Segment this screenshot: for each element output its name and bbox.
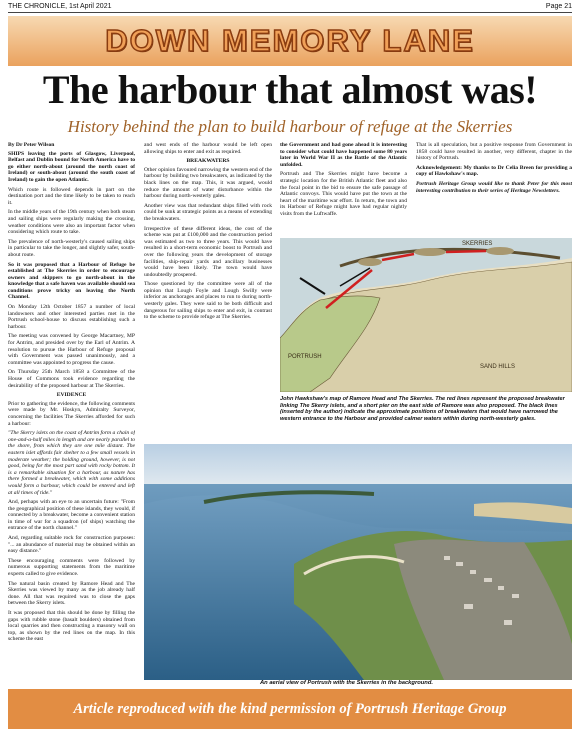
subheadline: History behind the plan to build harbour of refuge at the Skerries [67,117,513,136]
paragraph: Other opinion favoured narrowing the western end of the harbour by building two breakwaters, as indicated by the black lines on the map. This, it was argued, would reduce the amount of water disturbance within the harbour during north-westerly gales. [144,166,272,200]
paragraph: Irrespective of these different ideas, the cost of the scheme was put at £100,000 and the construction period was estimated as two to three years. This would have resulted in a short-term economic boost to Portrush and over the following years the development of storage facilities, ship-repair yards and ancillary businesses would have been likely. The town would have undoubtedly prospered. [144,225,272,278]
map-caption: John Hawkshaw's map of Ramore Head and The Skerries. The red lines represent the proposed breakwater linking The Skerry islets, and a short pier on the east side of Ramore was also proposed. The black lines (inserted by the author) indicate the approximate positions of breakwaters that would have narrowed the western entrance to the Harbour and provided calmer waters within during north-westerly gales. [280,396,565,422]
paragraph: That is all speculation, but a positive response from Government in 1858 could have resulted in another, very different, chapter in the history of Portrush. [416,142,572,162]
paragraph: Another view was that redundant ships filled with rock could be sunk at strategic points as a means of extending the breakwaters. [144,202,272,222]
paragraph: The prevalence of north-westerly's caused sailing ships in particular to take the longer, and slightly safer, south-about route. [8,238,135,258]
paragraph: Those questioned by the committee were all of the opinion that Lough Foyle and Lough Swilly were inferior as anchorages and places to run to during north-westerly gales. They were said to be both difficult and dangerous for sailing ships to enter and exit, in contrast to the scheme to provide refuge at The Skerries. [144,281,272,321]
paragraph: And, perhaps with an eye to an uncertain future: "From the geographical position of these islands, they would, if connected by a breakwater, become a convenient station in time of war for a squadron (of ships) watching the entrance of the north channel." [8,499,135,532]
page-header [8,3,572,12]
paragraph: On Thursday 25th March 1858 a Committee of the House of Commons took evidence regarding the desirability of the proposed harbour at The Skerries. [8,369,135,389]
section-banner [8,16,572,66]
photo-caption: An aerial view of Portrush with the Skerries in the background. [260,680,433,686]
paragraph: So it was proposed that a Harbour of Refuge be established at The Skerries in order to encourage owners and skippers to go north-about in the knowledge that a safe haven was available should sea conditions prove tricky on leaving the North Channel. [8,261,135,301]
paragraph: Portrush Heritage Group would like to thank Peter for this most interesting contribution to their series of Heritage Newsletters. [416,180,572,194]
paragraph: And, regarding suitable rock for construction purposes: "... an abundance of material may be obtained within an easy distance." [8,535,135,555]
section-heading: BREAKWATERS [186,158,230,165]
paragraph: It was proposed that this should be done by filling the gaps with rubble stone (basalt boulders) obtained from local quarries and then constructing a masonry wall on top, as shown by the red lines on the map. In this scheme the east [8,610,135,643]
headline: The harbour that almost was! [42,67,538,112]
paragraph: Which route is followed depends in part on the destination port and the time likely to be taken to reach it. [8,186,135,206]
paragraph: Acknowledgement: My thanks to Dr Celia Breen for providing a copy of Hawkshaw's map. [416,164,572,178]
paragraph: The meeting was convened by George Macartney, MP for Antrim, and presided over by the Earl of Antrim. A resolution to pursue the Harbour of Refuge proposal with Government was passed unanimously, and a committee was appointed to progress the cause. [8,333,135,366]
footer-credit: Article reproduced with the kind permission of Portrush Heritage Group [8,689,572,729]
section-heading: EVIDENCE [56,392,87,399]
map-label-skerries: SKERRIES [462,241,493,247]
paragraph: and west ends of the harbour would be left open allowing ships to enter and exit as required. [144,142,272,155]
historic-map [280,238,572,392]
banner-title: DOWN MEMORY LANE [105,23,475,58]
aerial-photo-drawing [144,444,572,680]
article-column-1 [8,142,135,680]
paragraph: The natural basin created by Ramore Head and The Skerries was viewed by many as the job already half done. All that was required was to close the gaps between the Skerry islets. [8,580,135,607]
quote-paragraph: "The Skerry islets on the coast of Antrim form a chain of one-and-a-half miles in length and are nearly parallel to the shore, from which they are one mile distant. The eastern islet affords fair shelter to a few small vessels in moderate weather; the holding ground, however, is not good, being for the most part sand with rocky bottom. It is a remarkable situation for a harbour, as nature has there formed a breakwater, which with some additions would form a harbour, which could be entered and left at all times of tide." [8,430,135,496]
paragraph: Portrush and The Skerries might have become a strategic location for the British Atlantic fleet and also the focal point in the bid to ensure the safe passage of Atlantic convoys. This would have put the town at the heart of the maritime war effort. In return, the town and its Harbour of Refuge might have had regular nightly visits from the Luftwaffe. [280,171,407,217]
aerial-photo [144,444,572,680]
paragraph: Prior to gathering the evidence, the following comments were made by Mr. Hoskyn, Admiralty Surveyor, concerning the facilities The Skerries afforded for such a harbour: [8,400,135,427]
publication-date: THE CHRONICLE, 1st April 2021 [8,3,112,10]
byline: By Dr Peter Wilson [8,142,55,148]
paragraph: These encouraging comments were followed by numerous supporting statements from the maritime experts called to give evidence. [8,557,135,578]
paragraph: On Monday 12th October 1857 a number of local landowners and other interested parties met in the Portrush school-house to discuss establishing such a harbour. [8,304,135,330]
lead-paragraph: SHIPS leaving the ports of Glasgow, Liverpool, Belfast and Dublin bound for North America have to go either north-about (around the north coast of Ireland) or south-about (around the south coast of Ireland) to gain the open Atlantic. [8,150,135,183]
paragraph: In the middle years of the 19th century when both steam and sailing ships were regularly making the crossing, weather conditions were also an important factor when considering which route to take. [8,209,135,236]
paragraph: the Government and had gone ahead it is interesting to consider what could have happened some 80 years later in World War II as the Battle of the Atlantic unfolded. [280,142,407,168]
article-column-2 [144,142,272,347]
map-label-portrush: PORTRUSH [288,354,322,360]
map-label-sandhills: SAND HILLS [480,364,516,370]
map-drawing [280,238,572,392]
page-number: Page 21 [545,3,572,10]
header-rule [8,12,572,13]
